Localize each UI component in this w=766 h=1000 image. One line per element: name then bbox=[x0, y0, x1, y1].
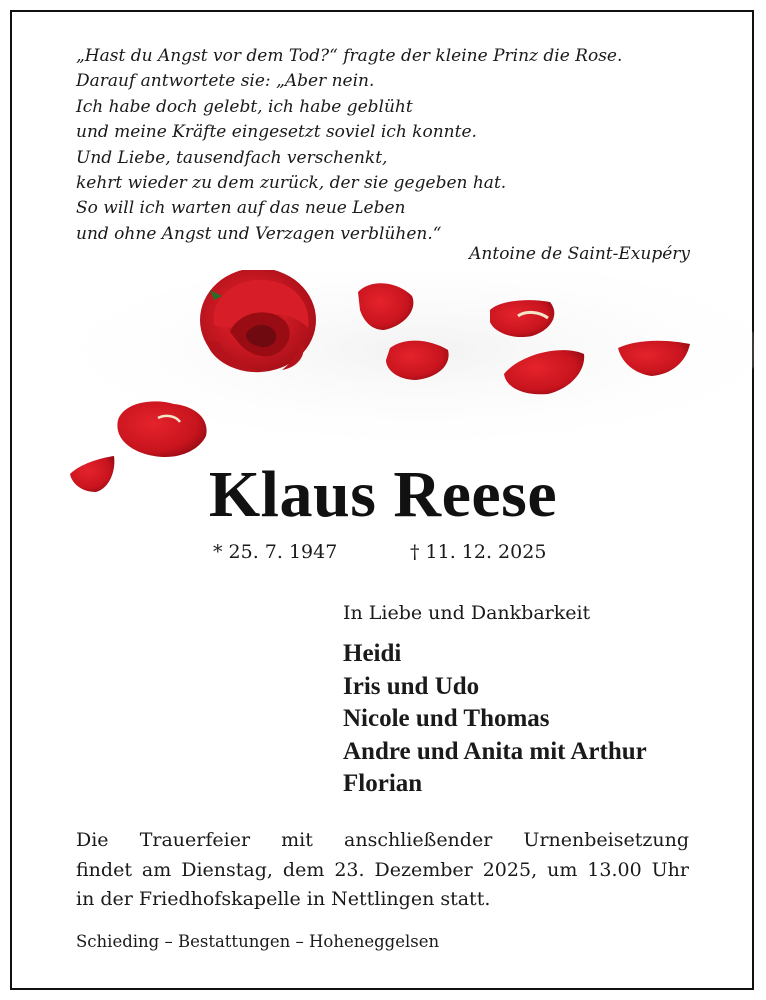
service-line: findet am Dienstag, dem 23. Dezember 2025, um 13.00 Uhr bbox=[76, 858, 689, 881]
poem-line: Ich habe doch gelebt, ich habe geblüht bbox=[76, 96, 413, 117]
funeral-service-info bbox=[76, 826, 689, 915]
death-date: † 11. 12. 2025 bbox=[410, 541, 547, 563]
undertaker-credit: Schieding – Bestattungen – Hoheneggelsen bbox=[76, 932, 440, 951]
poem-line: So will ich warten auf das neue Leben bbox=[76, 198, 406, 219]
poem-line: kehrt wieder zu dem zurück, der sie gegeben hat. bbox=[76, 173, 507, 194]
poem-line: „Hast du Angst vor dem Tod?“ fragte der kleine Prinz die Rose. bbox=[76, 46, 623, 66]
poem-line: Und Liebe, tausendfach verschenkt, bbox=[76, 147, 388, 168]
rose-flower bbox=[200, 270, 316, 372]
birth-date: * 25. 7. 1947 bbox=[213, 541, 338, 563]
poem-line: und meine Kräfte eingesetzt soviel ich konnte. bbox=[76, 122, 477, 143]
mourner-name: Iris und Udo bbox=[343, 672, 480, 700]
mourners-intro: In Liebe und Dankbarkeit bbox=[343, 602, 591, 624]
deceased-name: Klaus Reese bbox=[208, 458, 558, 531]
poem-author: Antoine de Saint-Exupéry bbox=[469, 244, 690, 264]
service-line: in der Friedhofskapelle in Nettlingen statt. bbox=[76, 888, 491, 910]
poem-line: Darauf antwortete sie: „Aber nein. bbox=[76, 71, 375, 92]
mourner-name: Heidi bbox=[343, 640, 402, 667]
mourners-list bbox=[343, 638, 647, 801]
service-line: Die Trauerfeier mit anschließender Urnenbeisetzung bbox=[76, 829, 689, 851]
mourner-name: Andre und Anita mit Arthur bbox=[343, 737, 647, 765]
poem-line: und ohne Angst und Verzagen verblühen.“ bbox=[76, 223, 442, 244]
mourner-name: Nicole und Thomas bbox=[343, 705, 550, 732]
poem-quote bbox=[76, 44, 706, 247]
mourner-name: Florian bbox=[343, 770, 423, 797]
